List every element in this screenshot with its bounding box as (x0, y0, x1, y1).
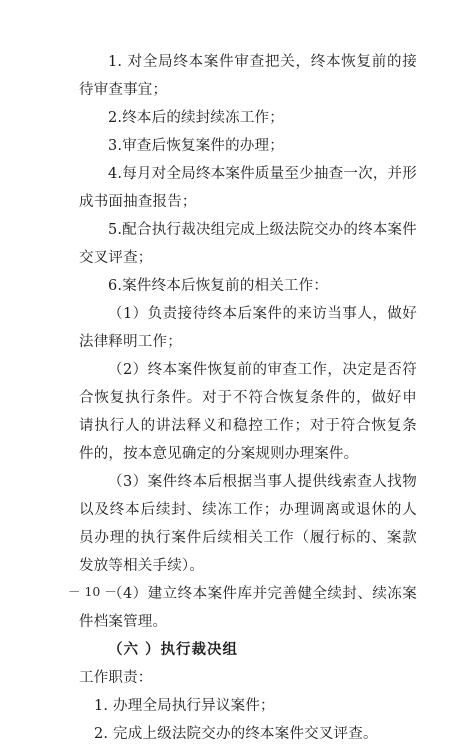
paragraph-subitem-1: （1）负责接待终本后案件的来访当事人，做好法律释明工作； (79, 306, 417, 350)
duty-item-2: 2. 完成上级法院交办的终本案件交叉评查。 (94, 726, 378, 742)
section-heading: （六 ）执行裁决组 (108, 641, 239, 658)
duty-item-1: 1. 办理全局执行异议案件； (94, 698, 275, 714)
paragraph-subitem-4: （4）建立终本案件库并完善健全续封、续冻案件档案管理。 (79, 586, 417, 630)
paragraph-item-1: 1. 对全局终本案件审查把关，终本恢复前的接待审查事宜； (79, 54, 417, 98)
duties-label: 工作职责： (79, 670, 153, 686)
paragraph-item-4: 4.每月对全局终本案件质量至少抽查一次，并形成书面抽查报告； (79, 166, 417, 210)
paragraph-item-3: 3.审查后恢复案件的办理； (108, 138, 284, 154)
page-number: － 10 － (68, 584, 117, 599)
paragraph-item-2: 2.终本后的续封续冻工作； (108, 110, 284, 126)
paragraph-subitem-3: （3）案件终本后根据当事人提供线索查人找物以及终本后续封、续冻工作；办理调离或退休的人员办理的执行案件后续相关工作（履行标的、案款发放等相关手续）。 (79, 474, 417, 574)
paragraph-subitem-2: （2）终本案件恢复前的审查工作，决定是否符合恢复执行条件。对于不符合恢复条件的，做好申请执行人的讲法释义和稳控工作；对于符合恢复条件的，按本意见确定的分案规则办理案件。 (79, 362, 417, 462)
paragraph-item-5: 5.配合执行裁决组完成上级法院交办的终本案件交叉评查； (79, 222, 417, 266)
paragraph-item-6: 6.案件终本后恢复前的相关工作： (108, 278, 329, 294)
document-body (79, 48, 417, 748)
